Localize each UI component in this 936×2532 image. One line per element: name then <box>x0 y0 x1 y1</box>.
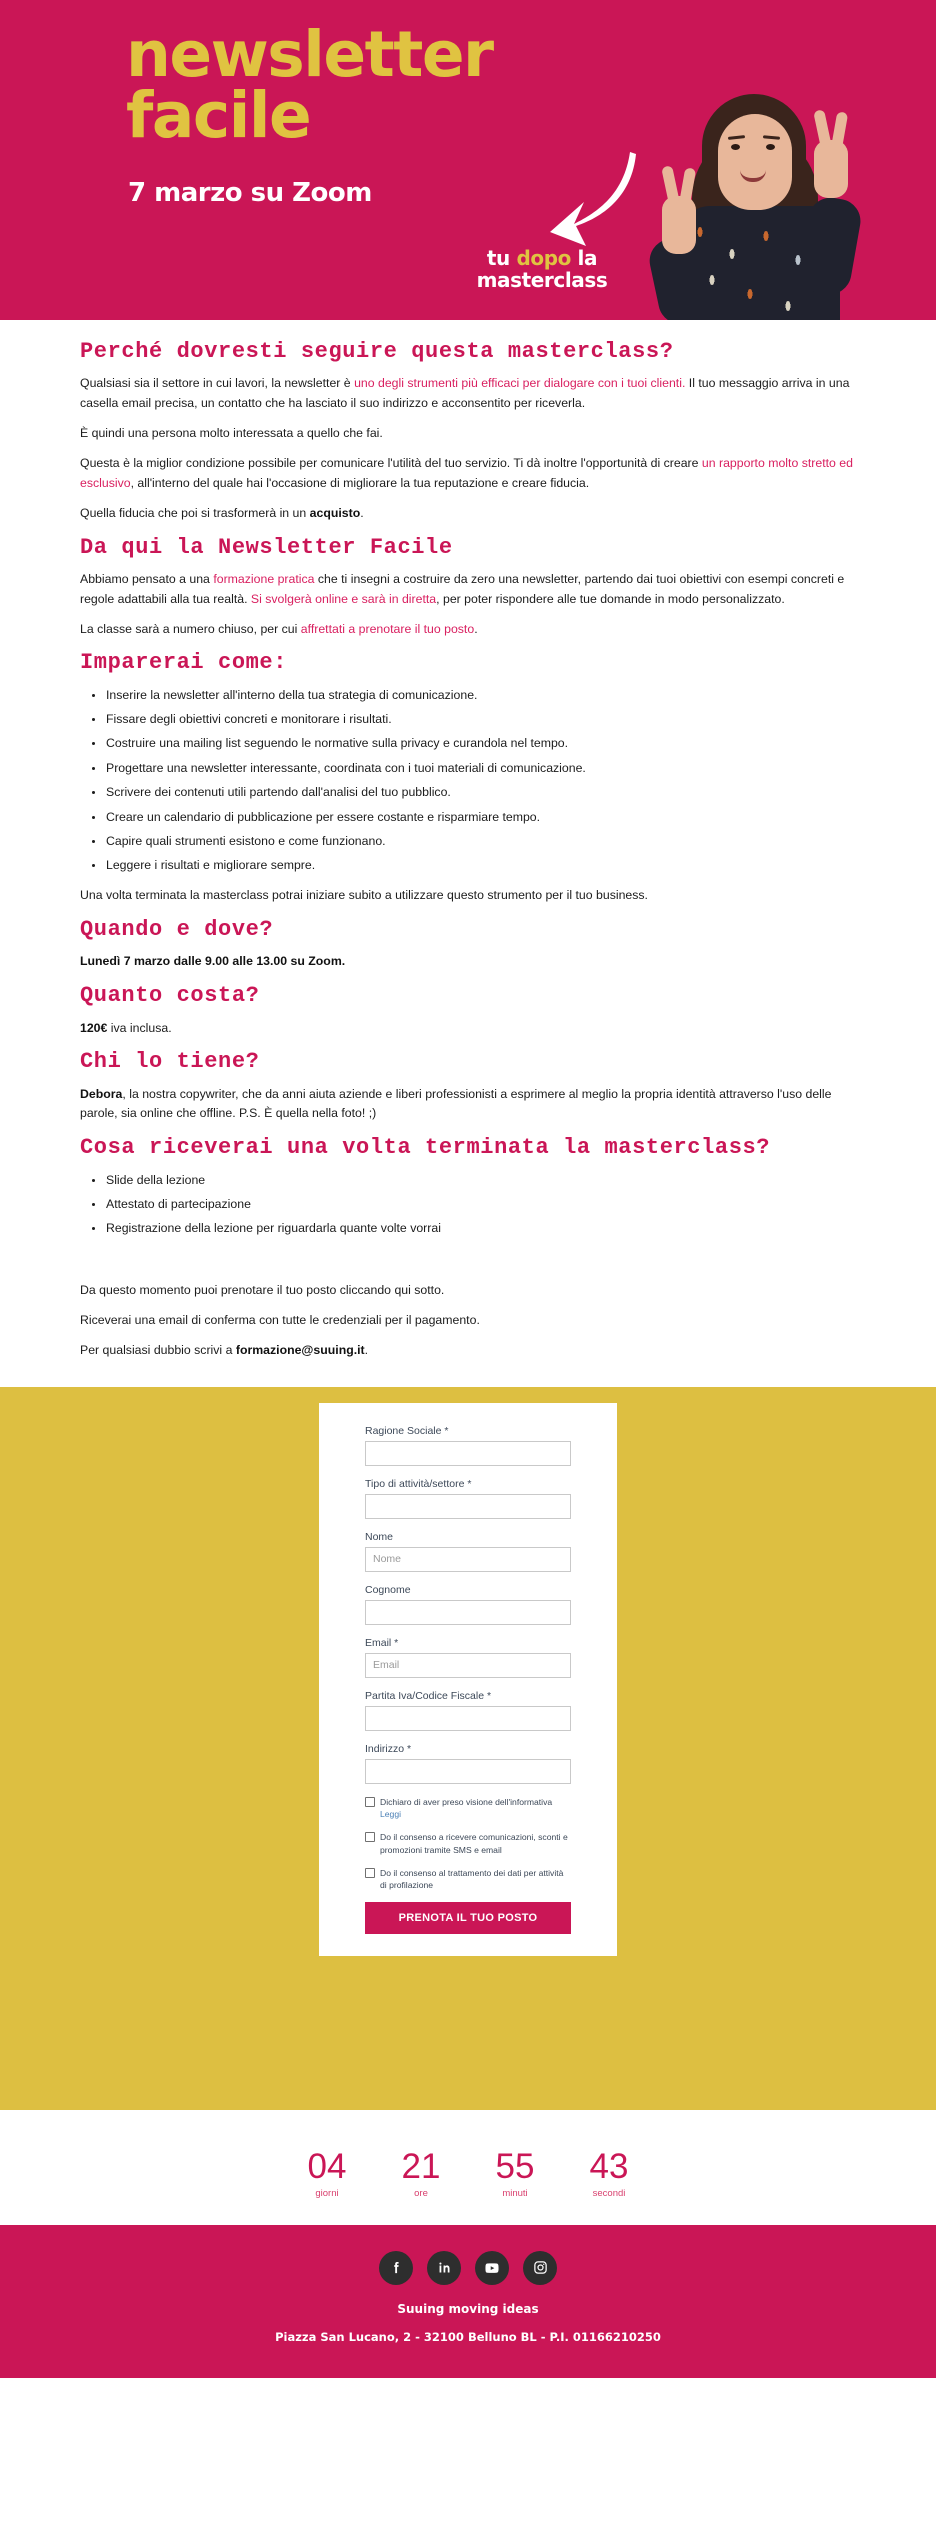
hero-badge-line2: masterclass <box>476 267 608 292</box>
main-content <box>0 320 936 1361</box>
field-partita-iva <box>365 1690 571 1731</box>
facebook-link[interactable] <box>379 2251 413 2285</box>
linkedin-icon <box>437 2260 452 2275</box>
list-item: Progettare una newsletter interessante, coordinata con i tuoi materiali di comunicazione. <box>106 759 856 779</box>
field-nome <box>365 1531 571 1572</box>
paragraph-why-3 <box>80 454 856 494</box>
field-label: Email * <box>365 1636 399 1649</box>
inline-link[interactable]: affrettati a prenotare il tuo posto <box>300 621 475 636</box>
list-item: Costruire una mailing list seguendo le normative sulla privacy e curandola nel tempo. <box>106 734 856 754</box>
list-item: Inserire la newsletter all'interno della tua strategia di comunicazione. <box>106 686 856 706</box>
text-run: , all'interno del quale hai l'occasione di migliorare la tua reputazione e creare fiducia. <box>130 475 590 490</box>
countdown-label: minuti <box>502 2188 528 2200</box>
text-run: Questa è la miglior condizione possibile per comunicare l'utilità del tuo servizio. Ti dà inoltre l'opportunità di creare <box>80 455 702 470</box>
instructor-name: Debora <box>80 1086 123 1101</box>
indirizzo-input[interactable] <box>365 1759 571 1784</box>
list-item: Attestato di partecipazione <box>106 1195 856 1215</box>
consent-label: Do il consenso al trattamento dei dati per attività di profilazione <box>380 1867 564 1890</box>
list-item: Capire quali strumenti esistono e come funzionano. <box>106 832 856 852</box>
instagram-icon <box>533 2260 548 2275</box>
paragraph-instructor <box>80 1085 856 1125</box>
countdown-value: 43 <box>589 2147 629 2187</box>
field-label: Partita Iva/Codice Fiscale * <box>365 1689 492 1702</box>
countdown-value: 21 <box>401 2147 441 2187</box>
section-heading-quanto-costa: Quanto costa? <box>80 983 260 1009</box>
hero-title-line1: newsletter <box>126 18 493 91</box>
paragraph-when-where <box>80 952 856 972</box>
paragraph-why-4 <box>80 504 856 524</box>
paragraph-cta-3 <box>80 1341 856 1361</box>
cognome-input[interactable] <box>365 1600 571 1625</box>
hero-badge-pre: tu <box>486 246 517 270</box>
deliverables-list <box>80 1171 856 1240</box>
text-run: Quella fiducia che poi si trasformerà in un <box>80 505 310 520</box>
countdown-hours <box>388 2149 454 2199</box>
section-heading-imparerai: Imparerai come: <box>80 650 288 676</box>
field-ragione-sociale <box>365 1425 571 1466</box>
text-run: Per qualsiasi dubbio scrivi a <box>80 1343 236 1358</box>
countdown-label: giorni <box>315 2188 339 2200</box>
section-heading-cosa-riceverai: Cosa riceverai una volta terminata la masterclass? <box>80 1135 771 1161</box>
list-item: Fissare degli obiettivi concreti e monitorare i risultati. <box>106 710 856 730</box>
consent-marketing[interactable] <box>365 1831 571 1855</box>
text-run: , per poter rispondere alle tue domande in modo personalizzato. <box>436 591 785 606</box>
section-heading-why: Perché dovresti seguire questa masterclass? <box>80 339 674 364</box>
hero-subtitle: 7 marzo su Zoom <box>128 178 372 208</box>
paragraph-nf-2 <box>80 620 856 640</box>
email-input[interactable] <box>365 1653 571 1678</box>
hero-badge-post: la <box>570 246 598 270</box>
consent-informativa[interactable] <box>365 1796 571 1820</box>
partita-iva-input[interactable] <box>365 1706 571 1731</box>
paragraph-why-1 <box>80 374 856 414</box>
linkedin-link[interactable] <box>427 2251 461 2285</box>
price-value: 120€ <box>80 1020 108 1035</box>
paragraph-why-2: È quindi una persona molto interessata a quello che fai. <box>80 425 383 440</box>
field-email <box>365 1637 571 1678</box>
text-run: , la nostra copywriter, che da anni aiuta aziende e liberi professionisti a esprimere al meglio la propria identità attraverso l'uso delle parole, sia online che offline. P.S. È quella nella foto! ;) <box>80 1086 832 1121</box>
page-footer <box>0 2225 936 2378</box>
facebook-icon <box>389 2260 404 2275</box>
list-item: Scrivere dei contenuti utili partendo dall'analisi del tuo pubblico. <box>106 783 856 803</box>
countdown-label: secondi <box>592 2188 626 2200</box>
submit-booking-button[interactable]: PRENOTA IL TUO POSTO <box>365 1902 571 1934</box>
countdown-timer <box>0 2110 936 2225</box>
section-heading-newsletter-facile: Da qui la Newsletter Facile <box>80 534 453 560</box>
field-cognome <box>365 1584 571 1625</box>
text-run: Il tuo messaggio arriva in una casella email precisa, un contatto che ha lasciato il suo indirizzo e acconsentito per riceverla. <box>80 376 850 411</box>
booking-form-card <box>319 1403 617 1956</box>
privacy-policy-link[interactable]: Leggi <box>380 1809 402 1820</box>
hero-title <box>126 18 493 153</box>
text-run: . <box>474 621 478 636</box>
list-item: Registrazione della lezione per riguardarla quante volte vorrai <box>106 1219 856 1239</box>
company-name: Suuing moving ideas <box>397 2301 539 2316</box>
hero-banner <box>0 0 936 320</box>
section-heading-quando-dove: Quando e dove? <box>80 917 274 943</box>
countdown-minutes <box>482 2149 548 2199</box>
paragraph-cta-2: Riceverai una email di conferma con tutte le credenziali per il pagamento. <box>80 1313 480 1328</box>
emphasis-text: Lunedì 7 marzo dalle 9.00 alle 13.00 su Zoom. <box>80 954 346 969</box>
list-item: Creare un calendario di pubblicazione per essere costante e risparmiare tempo. <box>106 808 856 828</box>
company-address: Piazza San Lucano, 2 - 32100 Belluno BL - P.I. 01166210250 <box>275 2329 661 2344</box>
nome-input[interactable] <box>365 1547 571 1572</box>
learning-list <box>80 686 856 877</box>
field-label: Cognome <box>365 1583 411 1596</box>
contact-email[interactable]: formazione@suuing.it <box>235 1343 365 1358</box>
list-item: Slide della lezione <box>106 1171 856 1191</box>
hero-badge-highlight: dopo <box>516 246 571 270</box>
youtube-link[interactable] <box>475 2251 509 2285</box>
tipo-attivita-input[interactable] <box>365 1494 571 1519</box>
countdown-days <box>294 2149 360 2199</box>
field-label: Ragione Sociale * <box>365 1424 449 1437</box>
section-heading-chi-lo-tiene: Chi lo tiene? <box>80 1049 260 1075</box>
text-run: che ti insegni a costruire da zero una newsletter, partendo dai tuoi obiettivi con esempi concreti e regole adattabili alla tua realtà. <box>80 571 845 606</box>
emphasis-text: acquisto <box>309 505 361 520</box>
paragraph-price <box>80 1019 856 1039</box>
consent-label: Dichiaro di aver preso visione dell'informativa <box>380 1796 553 1807</box>
countdown-value: 55 <box>495 2147 535 2187</box>
text-run: . <box>364 1343 369 1358</box>
countdown-value: 04 <box>307 2147 347 2187</box>
inline-link[interactable]: Si svolgerà online e sarà in diretta <box>250 591 437 606</box>
profilazione-checkbox[interactable] <box>365 1868 375 1878</box>
field-label: Nome <box>365 1530 394 1543</box>
consent-label: Do il consenso a ricevere comunicazioni, sconti e promozioni tramite SMS e email <box>380 1832 568 1855</box>
text-run: La classe sarà a numero chiuso, per cui <box>80 621 301 636</box>
text-run: Abbiamo pensato a una <box>80 571 214 586</box>
paragraph-cta-1: Da questo momento puoi prenotare il tuo posto cliccando qui sotto. <box>80 1283 445 1298</box>
countdown-label: ore <box>414 2188 428 2200</box>
booking-form-section <box>0 1387 936 2110</box>
ragione-sociale-input[interactable] <box>365 1441 571 1466</box>
list-item: Leggere i risultati e migliorare sempre. <box>106 856 856 876</box>
field-indirizzo <box>365 1743 571 1784</box>
youtube-icon <box>484 2260 500 2276</box>
countdown-seconds <box>576 2149 642 2199</box>
text-run: iva inclusa. <box>107 1020 172 1035</box>
instructor-photo <box>618 88 902 320</box>
paragraph-nf-1 <box>80 570 856 610</box>
social-links <box>0 2251 936 2285</box>
text-run: Qualsiasi sia il settore in cui lavori, la newsletter è <box>80 376 355 391</box>
inline-link[interactable]: un rapporto molto stretto ed esclusivo <box>80 455 853 490</box>
hero-title-line2: facile <box>126 79 311 153</box>
consent-text <box>380 1796 552 1820</box>
inline-link[interactable]: formazione pratica <box>213 571 315 586</box>
field-tipo-attivita <box>365 1478 571 1519</box>
hero-badge <box>442 248 642 291</box>
paragraph-imparerai-closing: Una volta terminata la masterclass potrai iniziare subito a utilizzare questo strumento per il tuo business. <box>80 888 648 903</box>
text-run: . <box>360 505 364 520</box>
consent-profilazione[interactable] <box>365 1867 571 1891</box>
instagram-link[interactable] <box>523 2251 557 2285</box>
inline-link[interactable]: uno degli strumenti più efficaci per dialogare con i tuoi clienti. <box>354 376 686 391</box>
field-label: Tipo di attività/settore * <box>365 1477 472 1490</box>
field-label: Indirizzo * <box>365 1742 412 1755</box>
marketing-checkbox[interactable] <box>365 1832 375 1842</box>
informativa-checkbox[interactable] <box>365 1797 375 1807</box>
